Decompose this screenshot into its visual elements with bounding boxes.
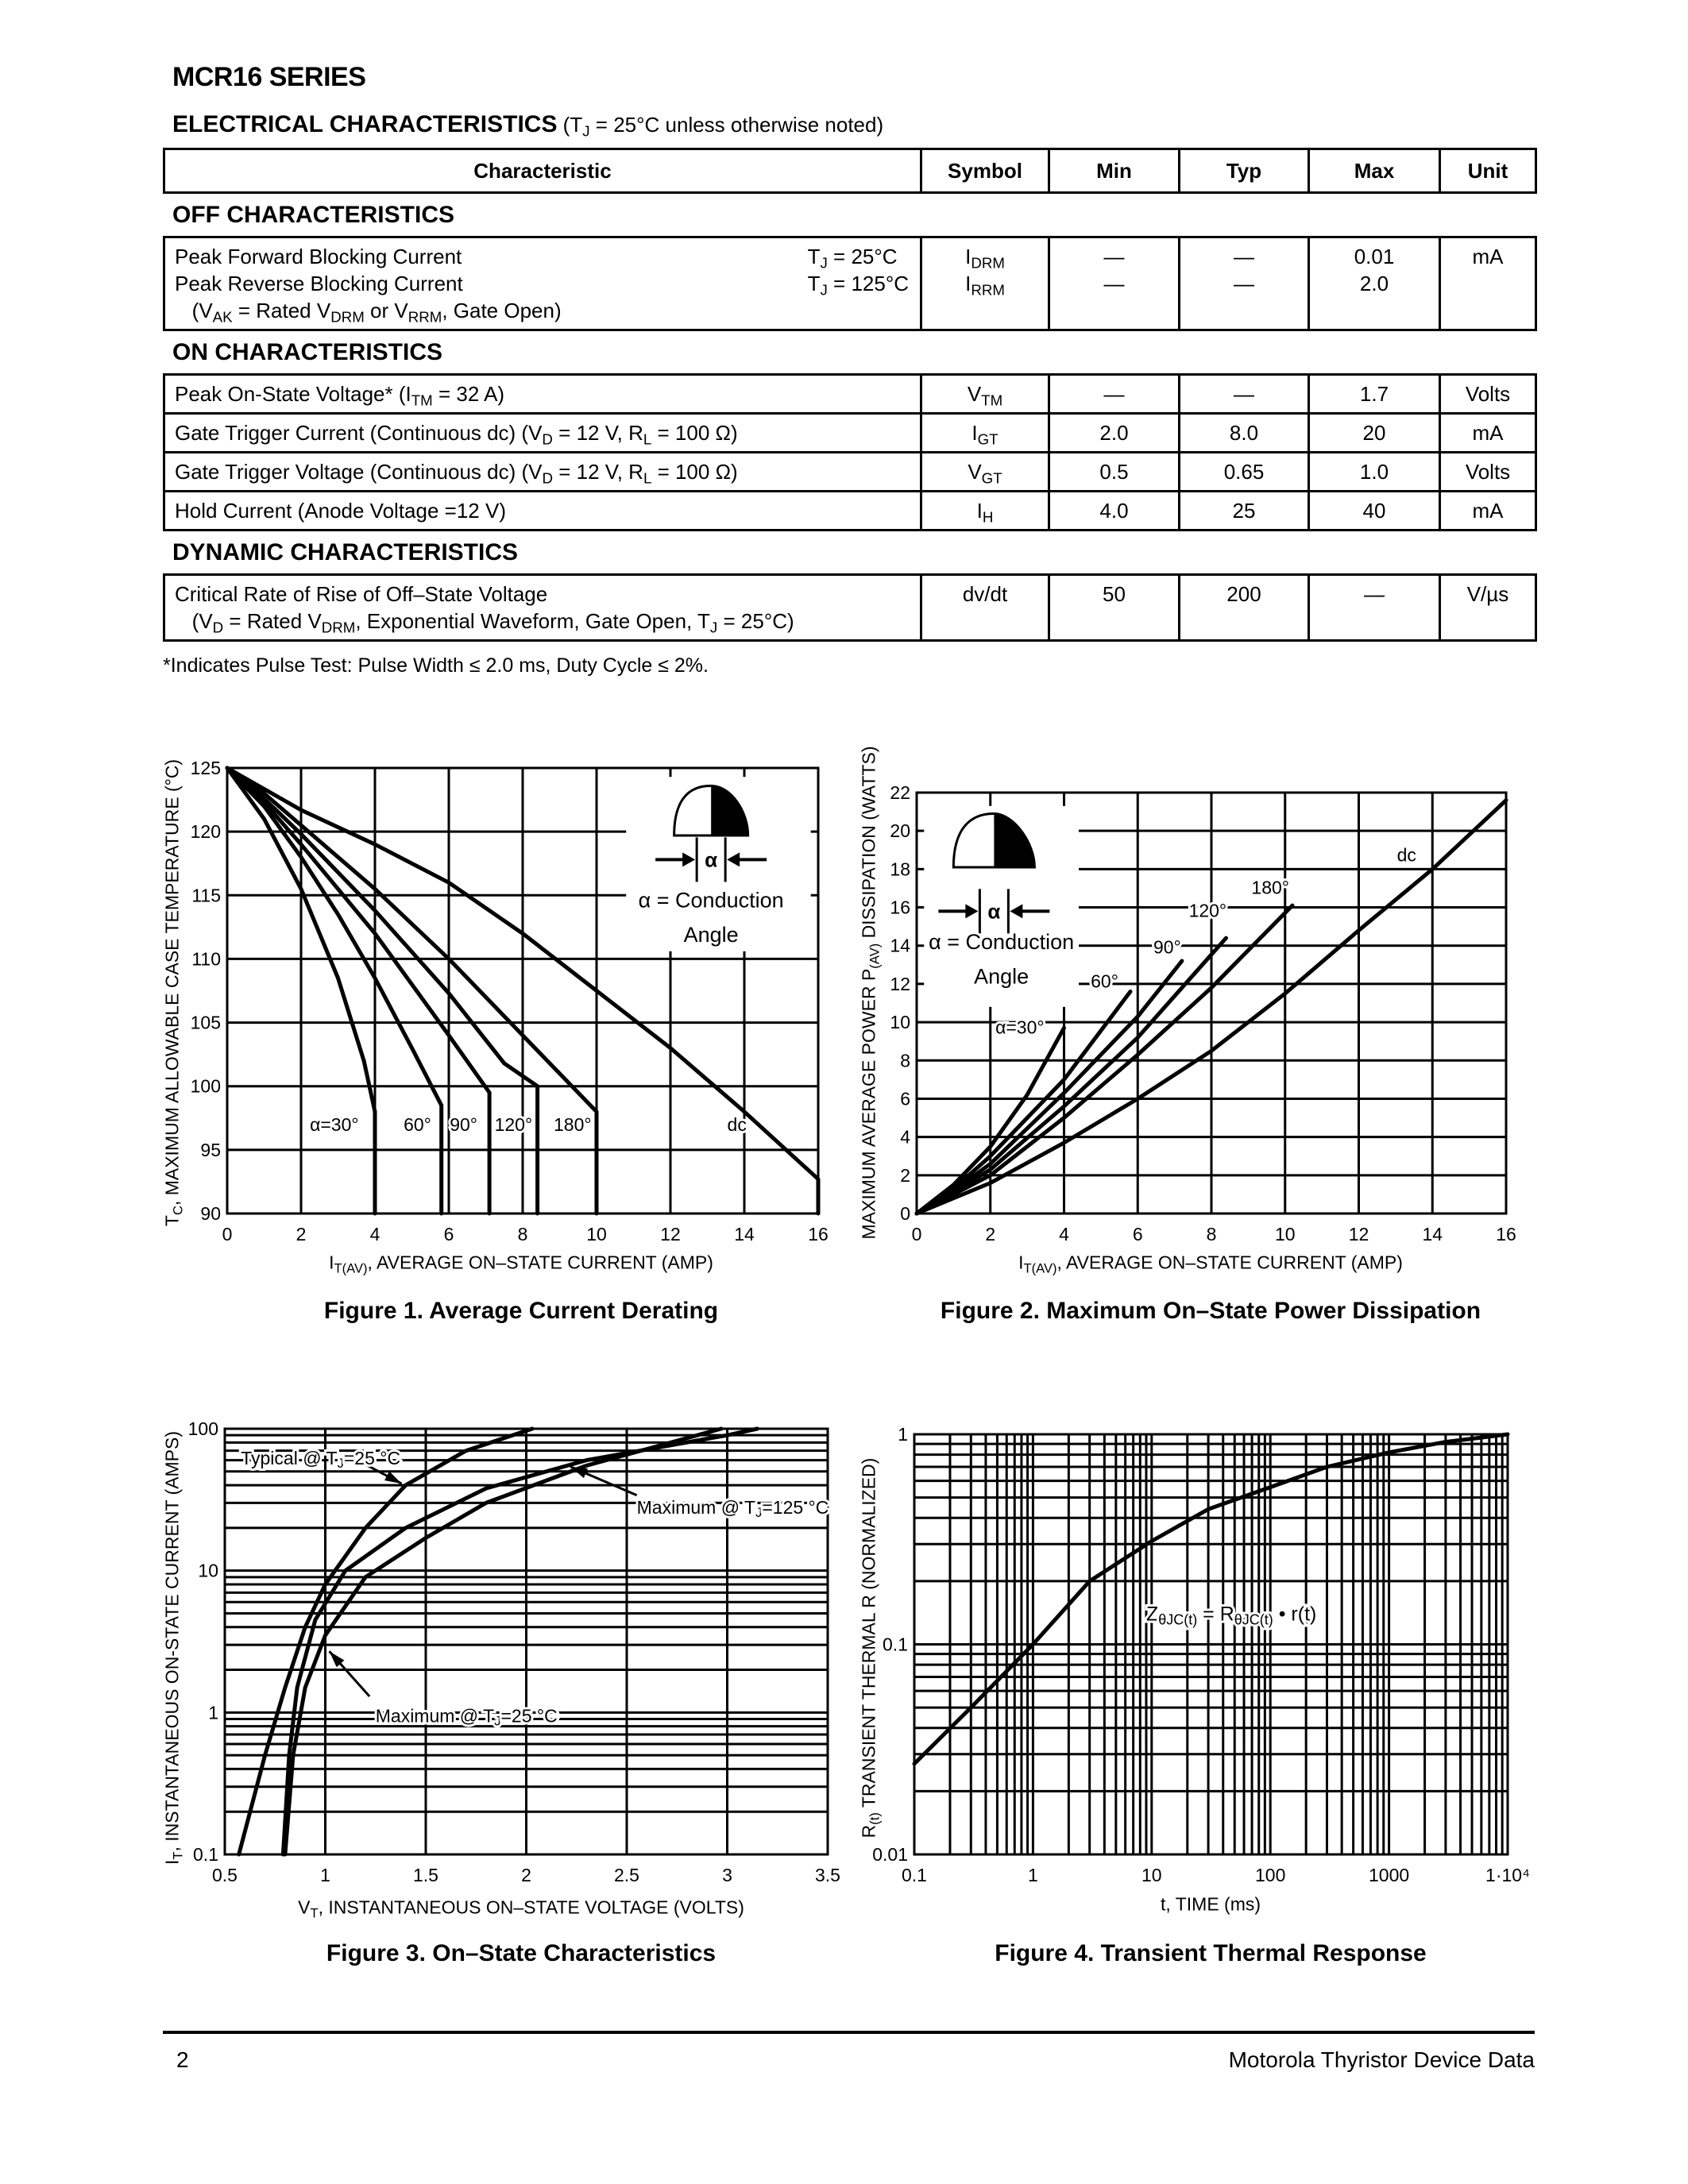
text-run: = 32 A) [432, 382, 505, 406]
x-tick-label: 16 [808, 1224, 829, 1244]
subscript-run: J [494, 1713, 501, 1729]
column-header-typ: Typ [1180, 149, 1309, 193]
subscript-run: D [542, 430, 553, 448]
text-run: = 12 V, R [552, 421, 643, 445]
typ-value: — [1234, 272, 1254, 295]
subscript-run: T [170, 1851, 186, 1860]
y-tick-label: 100 [187, 1418, 218, 1439]
text-run: I [965, 272, 971, 295]
subscript-run: θJC(t) [1158, 1611, 1198, 1627]
subscript-run: AK [212, 308, 233, 326]
column-header-symbol: Symbol [921, 149, 1049, 193]
typ-value: — [1234, 382, 1254, 406]
subscript-run: D [212, 619, 224, 636]
series-label-alpha-120: 120° [494, 1113, 533, 1135]
unit-value: Volts [1465, 382, 1511, 406]
y-tick-label: 0.1 [193, 1844, 218, 1865]
subscript-run: T(AV) [334, 1260, 368, 1276]
y-tick-label: 2 [900, 1164, 910, 1186]
series-maximum-25C [285, 1429, 721, 1854]
figure-2-y-axis-label [858, 746, 883, 1240]
unit-value: V/µs [1466, 582, 1509, 606]
subscript-run: J [582, 122, 590, 140]
series-label-dc: dc [727, 1113, 747, 1135]
text-run: Hold Current (Anode Voltage =12 V) [175, 499, 506, 523]
text-run: I [976, 499, 983, 523]
x-tick-label: 6 [443, 1224, 454, 1244]
text-run: , Gate Open) [442, 299, 562, 322]
y-tick-label: 8 [900, 1050, 910, 1071]
min-value: 0.5 [1099, 460, 1129, 484]
text-run: = 125°C [827, 272, 909, 295]
figure-3-chart [188, 1418, 840, 1885]
alpha-symbol: α [705, 847, 718, 872]
gridlines [225, 1429, 828, 1854]
text-run: , AVERAGE ON–STATE CURRENT (AMP) [367, 1252, 713, 1273]
text-run: Typical @ T [241, 1448, 338, 1469]
y-tick-label: 0.01 [872, 1844, 908, 1865]
subscript-run: DRM [321, 619, 356, 636]
unit-value: Volts [1465, 460, 1511, 484]
y-tick-label: 100 [190, 1075, 221, 1097]
subscript-run: RRM [971, 281, 1005, 299]
x-tick-label: 2 [295, 1224, 307, 1244]
footnote: *Indicates Pulse Test: Pulse Width ≤ 2.0 ms, Duty Cycle ≤ 2%. [163, 654, 709, 677]
subscript-run: T [310, 1905, 319, 1921]
y-tick-label: 1 [208, 1702, 218, 1723]
series-label-alpha-90: 90° [1153, 936, 1181, 958]
subscript-run: (AV) [867, 943, 883, 969]
x-tick-label: 12 [660, 1224, 681, 1244]
x-tick-label: 0.1 [902, 1865, 927, 1885]
text-run: Peak On-State Voltage* (I [175, 382, 411, 406]
unit-value: mA [1472, 245, 1504, 268]
x-tick-label: 12 [1348, 1224, 1369, 1244]
text-run: = Rated V [223, 609, 322, 633]
x-tick-label: 10 [586, 1224, 607, 1244]
conduction-angle-label: Angle [683, 922, 739, 947]
x-tick-label: 1·10⁴ [1485, 1865, 1530, 1885]
text-run: , MAXIMUM ALLOWABLE CASE TEMPERATURE (°C) [161, 758, 183, 1206]
subscript-run: T(AV) [1023, 1260, 1057, 1276]
text-run: TRANSIENT THERMAL R (NORMALIZED) [858, 1457, 879, 1813]
subscript-run: L [643, 469, 652, 487]
min-value: — [1103, 245, 1125, 268]
min-value: — [1103, 272, 1125, 295]
text-run: , INSTANTANEOUS ON–STATE VOLTAGE (VOLTS) [318, 1897, 744, 1918]
page-number: 2 [176, 2047, 189, 2072]
y-tick-label: 10 [198, 1560, 218, 1581]
figure-4-chart [872, 1424, 1530, 1885]
x-tick-label: 3.5 [815, 1865, 840, 1885]
text-run: = 25°C unless otherwise noted) [589, 113, 884, 137]
x-tick-label: 1 [320, 1865, 330, 1885]
y-tick-label: 90 [200, 1203, 221, 1224]
max-value: 0.01 [1354, 245, 1395, 268]
figure-1-x-axis-label [329, 1252, 713, 1274]
typ-value: 0.65 [1223, 460, 1265, 484]
max-value: — [1364, 582, 1385, 606]
gridlines [914, 1434, 1508, 1854]
section-heading: ON CHARACTERISTICS [172, 339, 443, 365]
subscript-run: J [820, 254, 828, 272]
conduction-angle-label: α = Conduction [929, 929, 1075, 954]
series-label-alpha-30: α=30° [310, 1113, 359, 1135]
text-run: T [807, 245, 821, 268]
text-run: T [161, 1215, 183, 1227]
y-tick-label: 18 [890, 859, 910, 880]
text-run: Gate Trigger Voltage (Continuous dc) (V [175, 460, 543, 484]
text-run: I [965, 245, 971, 268]
figure-2-chart [890, 782, 1516, 1244]
x-tick-label: 1000 [1369, 1865, 1410, 1885]
y-tick-label: 6 [900, 1088, 910, 1109]
x-tick-label: 100 [1255, 1865, 1286, 1885]
text-run: =125 °C [762, 1496, 829, 1518]
figure-3-caption: Figure 3. On–State Characteristics [326, 1940, 717, 1966]
subscript-run: DRM [330, 308, 365, 326]
x-tick-label: 16 [1496, 1224, 1516, 1244]
series-label-alpha-60: 60° [404, 1113, 431, 1135]
figure-4-caption: Figure 4. Transient Thermal Response [995, 1940, 1427, 1966]
max-value: 2.0 [1359, 272, 1389, 295]
text-run: T [807, 272, 821, 295]
max-value: 1.0 [1359, 460, 1389, 484]
x-tick-label: 1 [1028, 1865, 1038, 1885]
series-alpha-60 [227, 768, 442, 1214]
max-value: 20 [1362, 421, 1386, 445]
typ-value: 25 [1232, 499, 1256, 523]
text-run: Maximum @ T [375, 1705, 495, 1727]
text-run: , Exponential Waveform, Gate Open, T [355, 609, 710, 633]
y-tick-label: 12 [890, 973, 910, 994]
text-run: = 100 Ω) [651, 421, 738, 445]
column-header-characteristic: Characteristic [164, 149, 921, 193]
series-title: MCR16 SERIES [172, 62, 366, 92]
text-run: = 12 V, R [552, 460, 643, 484]
subscript-run: (t) [867, 1812, 883, 1825]
text-run: • r(t) [1273, 1603, 1317, 1626]
subscript-run: J [709, 619, 718, 636]
y-tick-label: 0 [900, 1203, 910, 1224]
text-run: Peak Forward Blocking Current [175, 245, 462, 268]
y-tick-label: 120 [190, 821, 221, 843]
series-label-alpha-30: α=30° [995, 1017, 1045, 1038]
x-tick-label: 10 [1141, 1865, 1162, 1885]
x-tick-label: 8 [517, 1224, 528, 1244]
figure-3-x-axis-label [298, 1897, 744, 1919]
x-tick-label: 1.5 [413, 1865, 438, 1885]
series-label-dc: dc [1396, 844, 1416, 866]
thermal-formula [1146, 1603, 1316, 1626]
text-run: = 25°C [827, 245, 898, 268]
text-run: =25 °C [500, 1705, 558, 1727]
text-run: = 100 Ω) [651, 460, 738, 484]
text-run: dv/dt [962, 582, 1008, 606]
x-tick-label: 6 [1132, 1224, 1143, 1244]
text-run: , AVERAGE ON–STATE CURRENT (AMP) [1056, 1252, 1403, 1273]
subscript-run: θJC(t) [1234, 1611, 1273, 1627]
x-tick-label: 10 [1274, 1224, 1296, 1244]
x-tick-label: 14 [734, 1224, 755, 1244]
figure-4-y-axis-label [858, 1457, 883, 1839]
y-tick-label: 10 [890, 1012, 910, 1033]
y-tick-label: 4 [900, 1126, 910, 1148]
conduction-angle-label: Angle [974, 964, 1029, 989]
curve-annotation [241, 1448, 400, 1471]
typ-value: 200 [1226, 582, 1261, 606]
text-run: Peak Reverse Blocking Current [175, 272, 463, 295]
x-tick-label: 2 [521, 1865, 531, 1885]
typ-value: 8.0 [1229, 421, 1259, 445]
max-value: 1.7 [1359, 382, 1389, 406]
figure-1-chart [191, 758, 829, 1244]
text-run: I [161, 1859, 183, 1865]
y-tick-label: 115 [191, 885, 221, 906]
x-tick-label: 14 [1422, 1224, 1443, 1244]
y-tick-label: 110 [191, 948, 221, 970]
arrowhead-icon [384, 1472, 402, 1484]
x-tick-label: 0.5 [212, 1865, 238, 1885]
text-run: (T [557, 113, 583, 137]
series-label-alpha-180: 180° [553, 1113, 592, 1135]
subscript-run: D [542, 469, 553, 487]
text-run: Critical Rate of Rise of Off–State Voltage [175, 582, 548, 606]
text-run: (V [175, 299, 213, 322]
text-run: or V [364, 299, 408, 322]
figure-1-y-axis-label [161, 758, 186, 1227]
x-tick-label: 2.5 [614, 1865, 639, 1885]
min-value: 2.0 [1099, 421, 1129, 445]
y-tick-label: 16 [890, 897, 910, 918]
publication-name: Motorola Thyristor Device Data [1228, 2047, 1535, 2072]
text-run: = R [1197, 1603, 1234, 1626]
text-run: , INSTANTANEOUS ON-STATE CURRENT (AMPS) [161, 1431, 183, 1852]
text-run: Z [1145, 1603, 1159, 1626]
subscript-run: TM [981, 392, 1003, 409]
text-run: Gate Trigger Current (Continuous dc) (V [175, 421, 543, 445]
subscript-run: J [820, 281, 828, 299]
max-value: 40 [1362, 499, 1386, 523]
y-tick-label: 1 [898, 1424, 908, 1445]
column-header-max: Max [1309, 149, 1440, 193]
text-run: = Rated V [232, 299, 331, 322]
text-run: = 25°C) [717, 609, 794, 633]
subscript-run: L [643, 430, 652, 448]
subscript-run: H [982, 508, 994, 526]
text-run: I [971, 421, 978, 445]
section-heading: DYNAMIC CHARACTERISTICS [172, 539, 518, 565]
text-run: Maximum @ T [636, 1496, 756, 1518]
subscript-run: J [337, 1456, 344, 1472]
curve-annotation [637, 1497, 829, 1520]
figure-2-caption: Figure 2. Maximum On–State Power Dissipation [940, 1298, 1481, 1324]
x-tick-label: 0 [222, 1224, 233, 1244]
footer-divider [163, 2031, 1535, 2034]
y-tick-label: 22 [890, 782, 910, 803]
series-label-alpha-60: 60° [1091, 970, 1118, 992]
x-tick-label: 0 [911, 1224, 922, 1244]
series-r-of-t [914, 1434, 1508, 1764]
text-run: R [858, 1824, 879, 1839]
y-tick-label: 125 [190, 758, 221, 778]
figure-1-caption: Figure 1. Average Current Derating [323, 1298, 719, 1324]
section-heading: OFF CHARACTERISTICS [172, 202, 454, 228]
series-maximum-125C [283, 1429, 757, 1854]
x-tick-label: 3 [722, 1865, 732, 1885]
text-run: V [968, 460, 982, 484]
text-run: DISSIPATION (WATTS) [858, 746, 879, 943]
subscript-run: DRM [971, 254, 1005, 272]
subscript-run: J [755, 1505, 763, 1521]
column-header-min: Min [1049, 149, 1180, 193]
subscript-run: C [170, 1206, 186, 1216]
conduction-angle-label: α = Conduction [638, 888, 784, 913]
column-header-unit: Unit [1440, 149, 1536, 193]
x-tick-label: 4 [1059, 1224, 1069, 1244]
alpha-symbol: α [987, 899, 1001, 924]
text-run: V [298, 1897, 311, 1918]
section-heading: ELECTRICAL CHARACTERISTICS [172, 111, 558, 137]
unit-value: mA [1472, 499, 1504, 523]
min-value: 4.0 [1099, 499, 1129, 523]
series-label-alpha-120: 120° [1188, 900, 1227, 921]
text-run: I [329, 1252, 334, 1273]
y-tick-label: 0.1 [883, 1634, 908, 1655]
text-run: =25 °C [343, 1448, 401, 1469]
x-tick-label: 8 [1206, 1224, 1217, 1244]
y-tick-label: 105 [190, 1012, 221, 1033]
subscript-run: RRM [408, 308, 442, 326]
curve-annotation [376, 1705, 558, 1728]
text-run: t, TIME (ms) [1160, 1893, 1261, 1915]
x-tick-label: 4 [369, 1224, 380, 1244]
series-label-alpha-180: 180° [1251, 877, 1289, 898]
series-label-alpha-90: 90° [450, 1113, 477, 1135]
figure-3-y-axis-label [161, 1431, 186, 1865]
x-tick-label: 2 [985, 1224, 996, 1244]
y-tick-label: 14 [890, 935, 910, 956]
figure-4-x-axis-label [1161, 1894, 1261, 1916]
unit-value: mA [1472, 421, 1504, 445]
series-typical-25C [239, 1429, 532, 1854]
min-value: 50 [1103, 582, 1126, 606]
y-tick-label: 95 [200, 1139, 221, 1160]
subscript-run: GT [977, 430, 999, 448]
min-value: — [1103, 382, 1125, 406]
subscript-run: GT [981, 469, 1002, 487]
typ-value: — [1234, 245, 1254, 268]
text-run: V [967, 382, 982, 406]
text-run: I [1018, 1252, 1024, 1273]
text-run: MAXIMUM AVERAGE POWER P [858, 968, 879, 1240]
text-run: (V [175, 609, 213, 633]
subscript-run: TM [411, 392, 433, 409]
figure-2-x-axis-label [1018, 1252, 1403, 1274]
y-tick-label: 20 [890, 820, 910, 842]
